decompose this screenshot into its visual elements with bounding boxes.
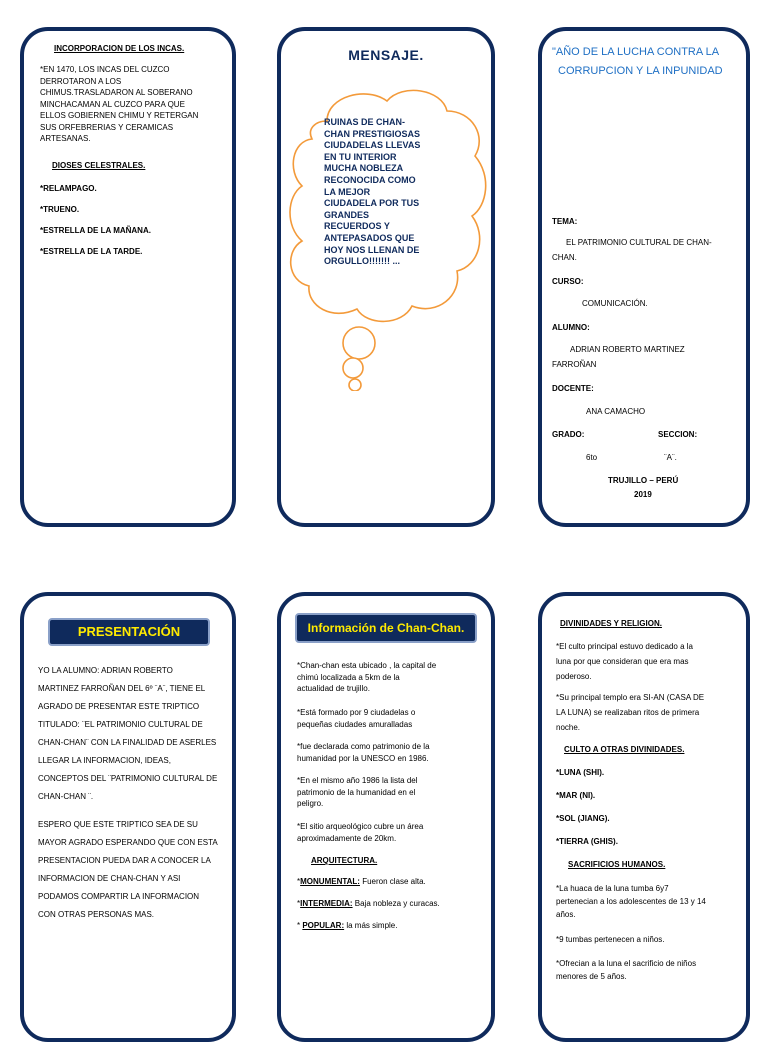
tema-value: EL PATRIMONIO CULTURAL DE CHAN- <box>566 238 712 247</box>
sacrificios-p1 <box>556 882 706 921</box>
cloud-line: LA MEJOR <box>324 186 371 197</box>
year-motto <box>552 43 723 81</box>
info-line: *Chan-chan esta ubicado , la capital de <box>297 661 437 670</box>
info-line: pequeñas ciudades amuralladas <box>297 719 413 729</box>
divinidades-heading: DIVINIDADES Y RELIGION. <box>560 619 662 628</box>
divinity-item: *LUNA (SHI). <box>556 768 605 777</box>
city-label: TRUJILLO – PERÚ <box>608 476 679 485</box>
arq-text: Baja nobleza y curacas. <box>352 899 440 908</box>
cloud-line: HOY NOS LLENAN DE <box>324 244 420 255</box>
body-line: ELLOS GOBIERNEN CHIMU Y RETERGAN <box>40 111 199 120</box>
tema-value-cont: CHAN. <box>552 253 577 262</box>
body-line: CONCEPTOS DEL ¨PATRIMONIO CULTURAL DE <box>38 774 218 783</box>
arq-label: POPULAR: <box>302 921 345 930</box>
arq-label: MONUMENTAL: <box>300 877 360 886</box>
arq-item: *MONUMENTAL: Fueron clase alta. <box>297 877 426 886</box>
body-line: *Ofrecian a la luna el sacrificio de niños <box>556 959 697 968</box>
god-item: *TRUENO. <box>40 205 80 214</box>
seccion-label: SECCION: <box>658 430 698 439</box>
arq-text: la más simple. <box>344 921 398 930</box>
cloud-line: RECONOCIDA COMO <box>324 174 416 185</box>
body-line: LLEGAR LA INFORMACION, IDEAS, <box>38 756 171 765</box>
body-line: CHAN-CHAN ¨. <box>38 792 94 801</box>
god-item: *RELAMPAGO. <box>40 184 97 193</box>
culto-heading: CULTO A OTRAS DIVINIDADES. <box>564 745 685 754</box>
body-line: PODAMOS COMPARTIR LA INFORMACION <box>38 892 200 901</box>
divinidades-p2 <box>556 690 704 735</box>
incas-heading: INCORPORACION DE LOS INCAS. <box>54 44 185 53</box>
info-line: chimú localizada a 5km de la <box>297 672 400 682</box>
panel-cover <box>538 27 750 527</box>
body-line: CHAN-CHAN¨ CON LA FINALIDAD DE ASERLES <box>38 738 217 747</box>
curso-label: CURSO: <box>552 277 584 286</box>
body-line: DERROTARON A LOS <box>40 76 122 86</box>
panel-incas <box>20 27 236 527</box>
body-line: *La huaca de la luna tumba 6y7 <box>556 884 669 893</box>
body-line: años. <box>556 910 576 919</box>
presentacion-title: PRESENTACIÓN <box>48 618 210 646</box>
cloud-line: CHAN PRESTIGIOSAS <box>324 128 421 139</box>
body-line: pertenecian a los adolescentes de 13 y 14 <box>556 897 706 906</box>
panel-informacion <box>277 592 495 1042</box>
body-line: luna por que consideran que era mas <box>556 657 689 666</box>
body-line: *Su principal templo era SI-AN (CASA DE <box>556 693 705 702</box>
body-line: MARTINEZ FARROÑAN DEL 6º ¨A¨, TIENE EL <box>38 684 206 693</box>
motto-line: "AÑO DE LA LUCHA CONTRA LA <box>552 46 720 58</box>
presentacion-body <box>38 662 217 806</box>
info-line: *fue declarada como patrimonio de la <box>297 742 430 751</box>
body-line: TITULADO: ¨EL PATRIMONIO CULTURAL DE <box>38 720 203 729</box>
grado-label: GRADO: <box>552 430 585 439</box>
info-line: *El sitio arqueológico cubre un área <box>297 822 424 831</box>
info-line: *Está formado por 9 ciudadelas o <box>297 708 416 717</box>
arquitectura-heading: ARQUITECTURA. <box>311 856 378 865</box>
cloud-line: GRANDES <box>324 209 370 220</box>
info-line: *En el mismo año 1986 la lista del <box>297 776 418 785</box>
info-item <box>297 660 436 695</box>
body-line: LA LUNA) se realizaban ritos de primera <box>556 708 700 717</box>
god-item: *ESTRELLA DE LA MAÑANA. <box>40 226 151 235</box>
docente-value: ANA CAMACHO <box>586 407 646 416</box>
body-line: SUS ORFEBRERIAS Y CERAMICAS <box>40 122 174 132</box>
motto-line: CORRUPCION Y LA INPUNIDAD <box>558 65 723 77</box>
arq-text: Fueron clase alta. <box>359 877 426 886</box>
body-line: poderoso. <box>556 672 592 681</box>
alumno-label: ALUMNO: <box>552 323 590 332</box>
body-line: ESPERO QUE ESTE TRIPTICO SEA DE SU <box>38 820 198 829</box>
info-line: aproximadamente de 20km. <box>297 833 397 843</box>
alumno-value: ADRIAN ROBERTO MARTINEZ <box>570 345 685 354</box>
body-line: YO LA ALUMNO: ADRIAN ROBERTO <box>38 666 173 675</box>
arq-label: INTERMEDIA: <box>300 899 353 908</box>
info-line: peligro. <box>297 799 324 808</box>
body-line: CON OTRAS PERSONAS MAS. <box>38 910 155 919</box>
body-line: MINCHACAMAN AL CUZCO PARA QUE <box>40 99 185 109</box>
sacrificios-p3 <box>556 957 696 983</box>
info-line: patrimonio de la humanidad en el <box>297 787 416 797</box>
seccion-value: ¨A¨. <box>664 453 677 462</box>
panel-mensaje <box>277 27 495 527</box>
divinity-item: *MAR (NI). <box>556 791 596 800</box>
body-line: AGRADO DE PRESENTAR ESTE TRIPTICO <box>38 702 200 711</box>
divinity-item: *TIERRA (GHIS). <box>556 837 618 846</box>
divinity-item: *SOL (JIANG). <box>556 814 610 823</box>
cloud-line: RECUERDOS Y <box>324 221 390 232</box>
info-line: actualidad de trujillo. <box>297 684 370 693</box>
cloud-line: EN TU INTERIOR <box>324 151 397 162</box>
cloud-line: ANTEPASADOS QUE <box>324 232 415 243</box>
body-line: PRESENTACION PUEDA DAR A CONOCER LA <box>38 856 211 865</box>
info-item <box>297 741 430 764</box>
informacion-title: Información de Chan-Chan. <box>295 613 477 643</box>
body-line: CHIMUS.TRASLADARON AL SOBERANO <box>40 88 193 97</box>
body-line: *EN 1470, LOS INCAS DEL CUZCO <box>40 65 170 74</box>
cloud-line: CIUDADELAS LLEVAS <box>324 140 421 151</box>
cloud-line: CIUDADELA POR TUS <box>324 198 420 209</box>
body-line: ARTESANAS. <box>40 134 91 143</box>
cloud-message <box>324 117 420 268</box>
cloud-line: RUINAS DE CHAN- <box>324 117 405 127</box>
cloud-line: ORGULLO!!!!!!! ... <box>324 256 400 267</box>
info-item <box>297 821 423 844</box>
curso-value: COMUNICACIÓN. <box>582 299 648 308</box>
arq-item: * POPULAR: la más simple. <box>297 921 398 930</box>
panel-presentacion <box>20 592 236 1042</box>
body-line: MAYOR AGRADO ESPERANDO QUE CON ESTA <box>38 838 218 847</box>
body-line: INFORMACION DE CHAN-CHAN Y ASI <box>38 874 181 883</box>
gods-heading: DIOSES CELESTRALES. <box>52 161 146 170</box>
sacrificios-p2 <box>556 934 665 946</box>
body-line: *9 tumbas pertenecen a niños. <box>556 935 665 944</box>
god-item: *ESTRELLA DE LA TARDE. <box>40 247 143 256</box>
alumno-value-cont: FARROÑAN <box>552 360 597 369</box>
presentacion-body-2 <box>38 816 218 924</box>
body-line: menores de 5 años. <box>556 972 627 981</box>
body-line: noche. <box>556 723 581 732</box>
cloud-line: MUCHA NOBLEZA <box>324 163 404 174</box>
incas-body <box>40 64 198 145</box>
grado-value: 6to <box>586 453 598 462</box>
info-item <box>297 775 418 810</box>
arq-item: *INTERMEDIA: Baja nobleza y curacas. <box>297 899 440 908</box>
mensaje-title: MENSAJE. <box>348 47 424 63</box>
sacrificios-heading: SACRIFICIOS HUMANOS. <box>568 860 666 869</box>
year-label: 2019 <box>634 490 652 499</box>
tema-label: TEMA: <box>552 217 578 226</box>
body-line: *El culto principal estuvo dedicado a la <box>556 642 693 651</box>
divinidades-p1 <box>556 639 693 684</box>
docente-label: DOCENTE: <box>552 384 594 393</box>
panel-divinidades <box>538 592 750 1042</box>
info-item <box>297 707 415 730</box>
info-line: humanidad por la UNESCO en 1986. <box>297 753 429 763</box>
